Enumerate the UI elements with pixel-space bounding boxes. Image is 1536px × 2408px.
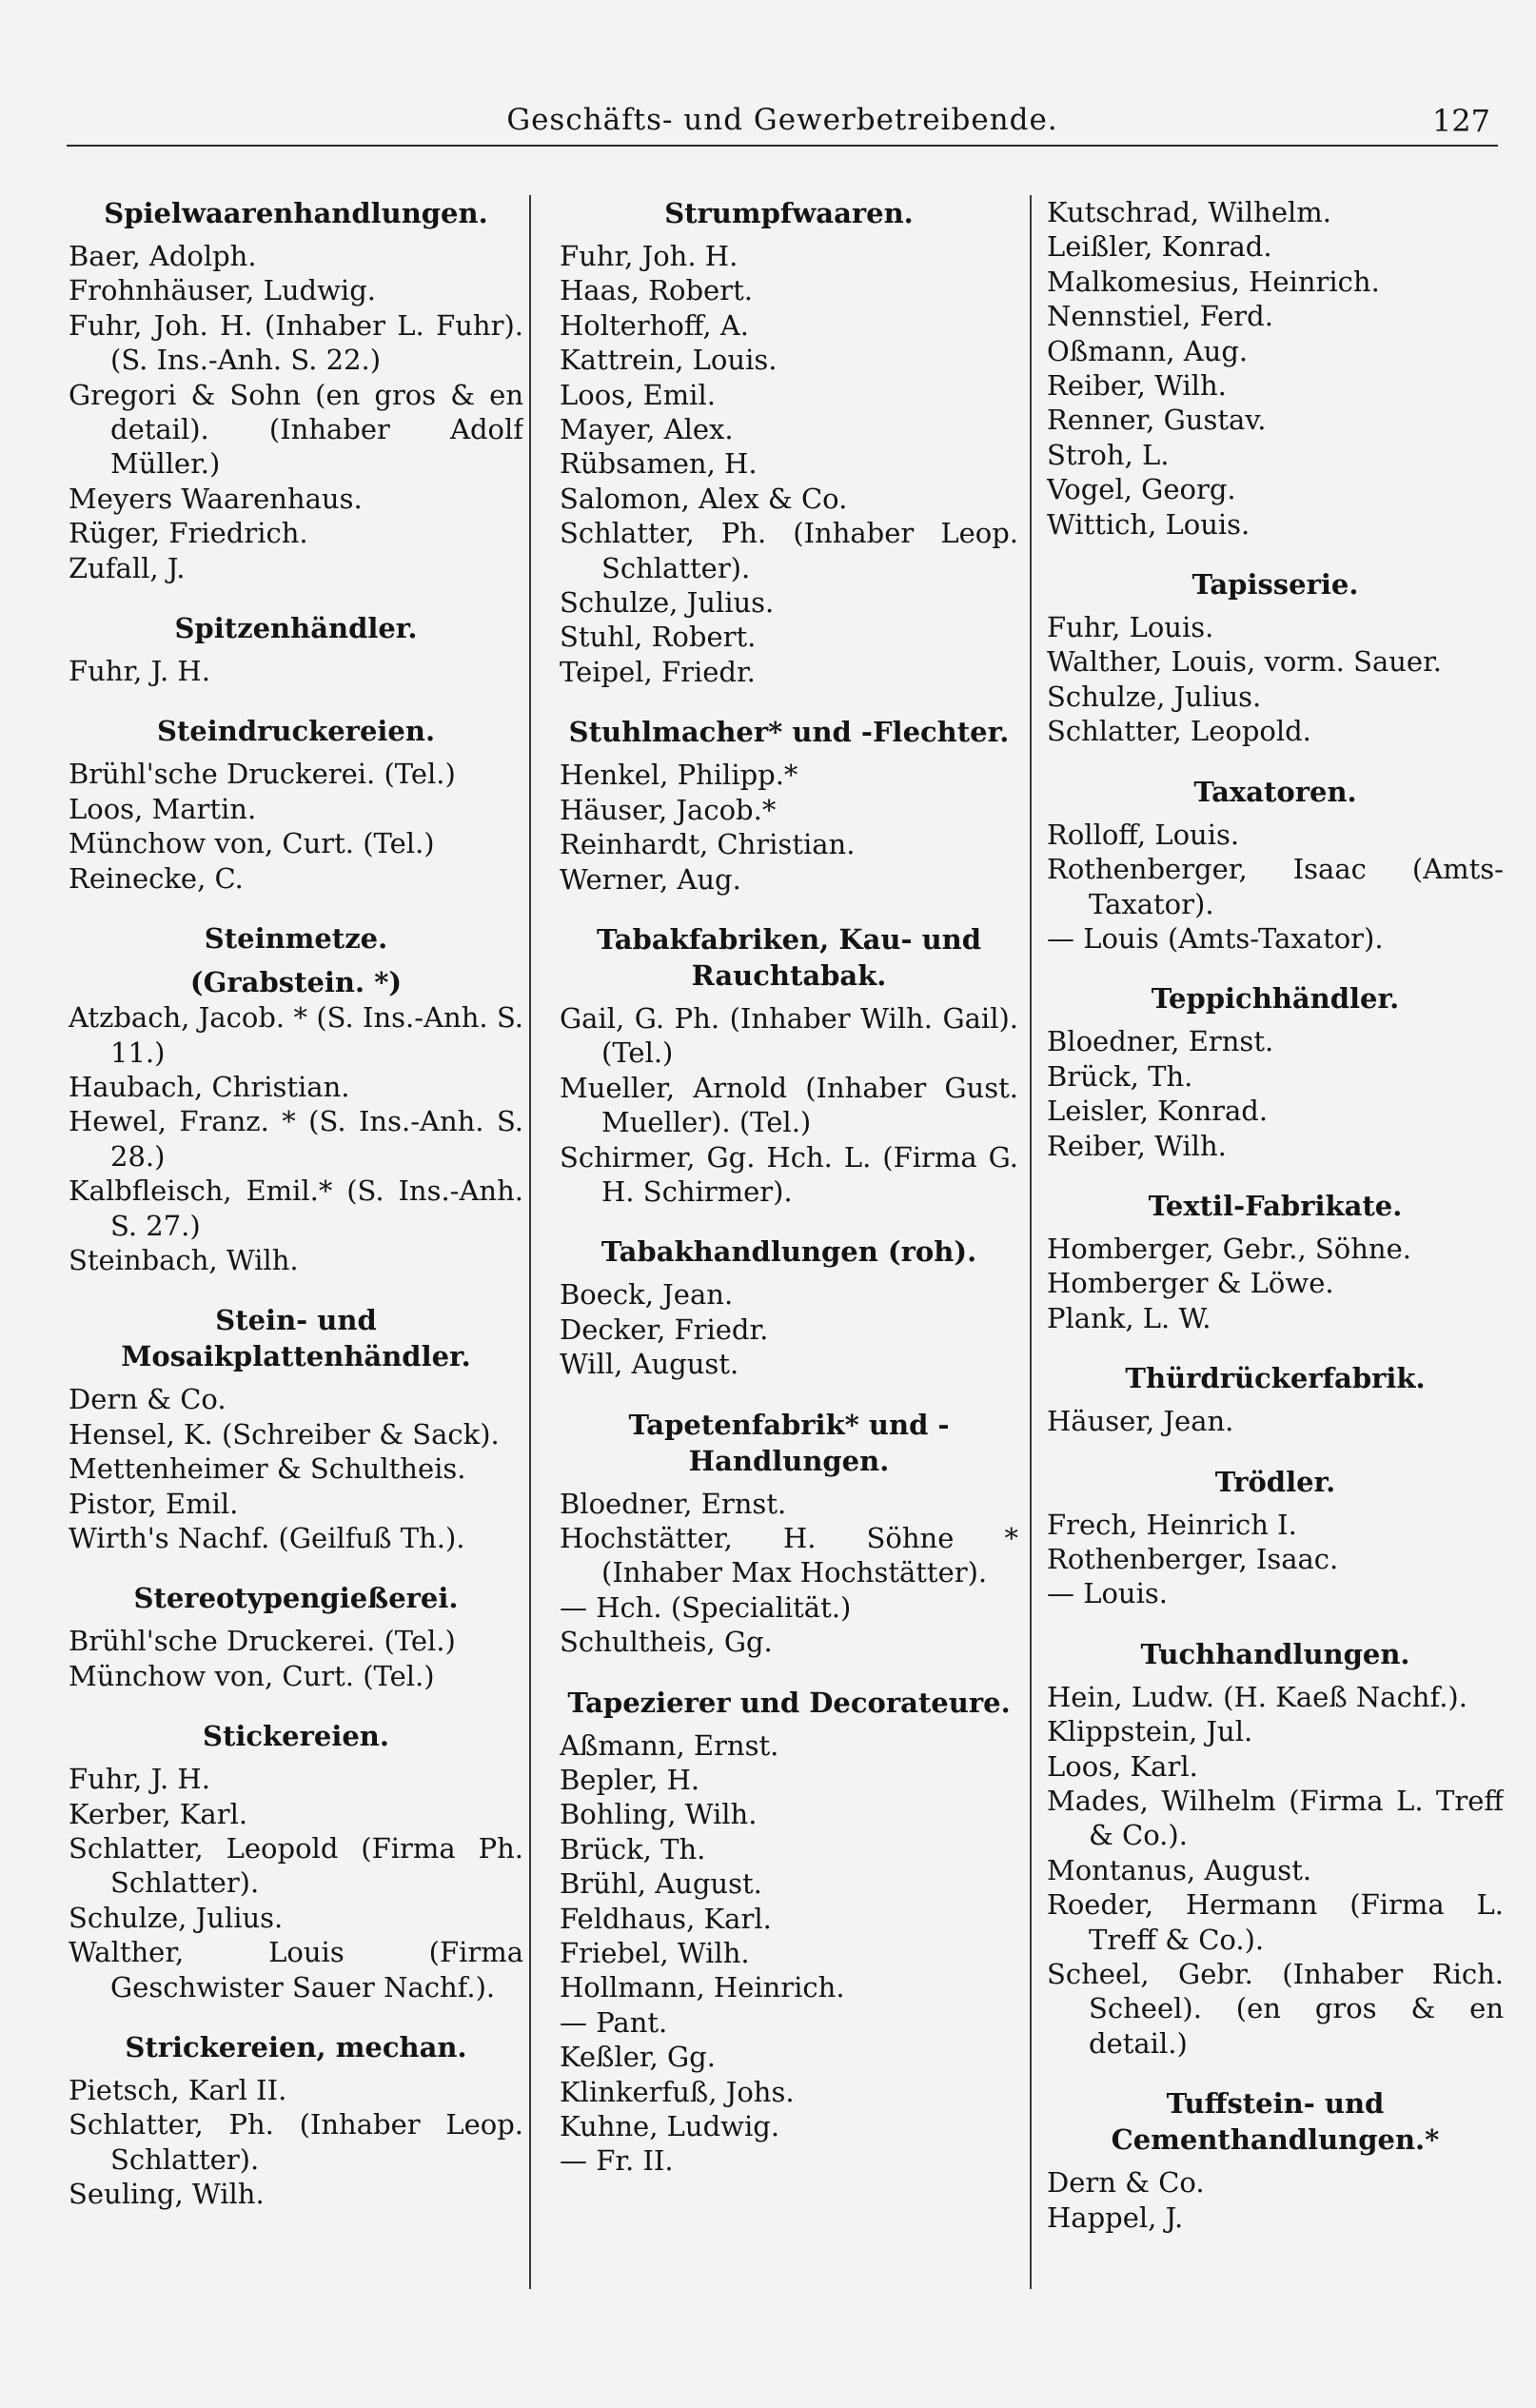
directory-entry: Plank, L. W.	[1047, 1301, 1211, 1334]
section-heading: Taxatoren.	[1193, 775, 1357, 808]
section-heading: Tapisserie.	[1191, 568, 1359, 602]
directory-entry: Hochstätter, H. Söhne * (Inhaber Max Hochstätter).	[560, 1521, 1018, 1589]
directory-entry: Schlatter, Leopold.	[1047, 715, 1311, 748]
directory-entry: — Louis.	[1047, 1577, 1168, 1610]
directory-entry: Mueller, Arnold (Inhaber Gust. Mueller). (Tel.)	[560, 1071, 1018, 1139]
directory-entry: Nennstiel, Ferd.	[1047, 300, 1273, 333]
directory-entry: Frohnhäuser, Ludwig.	[69, 274, 376, 307]
directory-entry: Gregori & Sohn (en gros & en detail). (Inhaber Adolf Müller.)	[69, 378, 523, 481]
directory-entry: Holterhoff, A.	[560, 308, 750, 342]
directory-section	[1047, 1636, 1504, 2061]
directory-section	[1047, 1360, 1504, 1438]
directory-entry: Münchow von, Curt. (Tel.)	[69, 827, 435, 860]
section-heading: Spielwaarenhandlungen.	[104, 197, 488, 229]
directory-entry: Rübsamen, H.	[560, 447, 758, 481]
directory-entry: Happel, J.	[1047, 2201, 1184, 2234]
directory-section	[69, 2029, 523, 2212]
directory-entry: Fuhr, Louis.	[1047, 611, 1214, 644]
directory-entry: Steinbach, Wilh.	[69, 1243, 299, 1276]
directory-entry: Hensel, K. (Schreiber & Sack).	[69, 1417, 500, 1451]
directory-entry: Häuser, Jean.	[1047, 1405, 1234, 1438]
directory-entry: Brühl'sche Druckerei. (Tel.)	[69, 1625, 456, 1658]
directory-entry: Kattrein, Louis.	[560, 344, 778, 377]
directory-entry: — Pant.	[560, 2005, 668, 2039]
directory-entry: Wirth's Nachf. (Geilfuß Th.).	[69, 1521, 465, 1554]
directory-entry: Stuhl, Robert.	[560, 621, 757, 654]
directory-entry: Seuling, Wilh.	[69, 2178, 265, 2211]
directory-entry: Loos, Emil.	[560, 378, 716, 411]
directory-entry: Roeder, Hermann (Firma L. Treff & Co.).	[1047, 1888, 1504, 1956]
page-number: 127	[1431, 103, 1490, 139]
directory-entry: Reinhardt, Christian.	[560, 828, 856, 861]
directory-section	[560, 195, 1018, 689]
directory-entry: Homberger & Löwe.	[1047, 1267, 1334, 1300]
section-heading: Tabakhandlungen (roh).	[601, 1235, 977, 1269]
directory-entry: Schlatter, Ph. (Inhaber Leop. Schlatter).	[69, 2108, 523, 2176]
directory-entry: Mades, Wilhelm (Firma L. Treff & Co.).	[1047, 1785, 1504, 1852]
directory-entry: Rothenberger, Isaac.	[1047, 1542, 1339, 1575]
section-heading: Stickereien.	[203, 1720, 389, 1753]
section-heading: Tapezierer und Decorateure.	[567, 1686, 1011, 1719]
directory-entry: Werner, Aug.	[560, 862, 741, 896]
directory-entry: Brück, Th.	[1047, 1059, 1193, 1093]
directory-entry: Fuhr, J. H.	[69, 655, 210, 688]
column-2	[560, 195, 1018, 2384]
directory-entry: Häuser, Jacob.*	[560, 793, 777, 826]
directory-entry: Brühl, August.	[560, 1867, 762, 1901]
directory-entry: — Fr. II.	[560, 2144, 674, 2178]
directory-entry: Dern & Co.	[1047, 2166, 1205, 2200]
directory-entry: Scheel, Gebr. (Inhaber Rich. Scheel). (en gros & en detail.)	[1047, 1958, 1504, 2060]
directory-entry: Vogel, Georg.	[1047, 473, 1236, 506]
directory-entry: Loos, Karl.	[1047, 1749, 1198, 1783]
directory-entry: Walther, Louis, vorm. Sauer.	[1047, 645, 1442, 679]
directory-entry: Pietsch, Karl II.	[69, 2074, 287, 2107]
directory-entry: Klinkerfuß, Johs.	[560, 2075, 795, 2108]
directory-entry: Schlatter, Leopold (Firma Ph. Schlatter).	[69, 1832, 523, 1900]
directory-entry: Hewel, Franz. * (S. Ins.-Anh. S. 28.)	[69, 1105, 523, 1173]
directory-entry: Leißler, Konrad.	[1047, 230, 1272, 264]
section-heading: Tapetenfabrik* und -Handlungen.	[628, 1408, 950, 1477]
directory-entry: Decker, Friedr.	[560, 1313, 769, 1346]
directory-entry: Oßmann, Aug.	[1047, 334, 1249, 367]
directory-entry: Gail, G. Ph. (Inhaber Wilh. Gail). (Tel.)	[560, 1001, 1018, 1070]
directory-entry: Kutschrad, Wilhelm.	[1047, 196, 1331, 228]
directory-entry: Bohling, Wilh.	[560, 1798, 758, 1831]
directory-entry: Klippstein, Jul.	[1047, 1715, 1253, 1748]
directory-entry: Loos, Martin.	[69, 792, 257, 825]
directory-entry: Brück, Th.	[560, 1832, 706, 1865]
directory-section	[560, 921, 1018, 1209]
column-3	[1047, 195, 1504, 2384]
directory-section	[69, 195, 523, 585]
directory-entry: Bepler, H.	[560, 1764, 700, 1796]
directory-entry: — Hch. (Specialität.)	[560, 1590, 852, 1624]
directory-entry: Reiber, Wilh.	[1047, 369, 1227, 403]
directory-entry: Münchow von, Curt. (Tel.)	[69, 1659, 435, 1692]
directory-entry: Feldhaus, Karl.	[560, 1902, 772, 1935]
section-heading: Spitzenhändler.	[174, 612, 418, 645]
directory-section	[1047, 195, 1504, 542]
directory-entry: Bloedner, Ernst.	[1047, 1025, 1274, 1058]
directory-entry: Fuhr, Joh. H. (Inhaber L. Fuhr). (S. Ins.-Anh. S. 22.)	[69, 308, 523, 377]
directory-entry: Schulze, Julius.	[560, 586, 775, 620]
directory-entry: Friebel, Wilh.	[560, 1937, 750, 1970]
directory-entry: Boeck, Jean.	[560, 1278, 734, 1312]
directory-entry: Malkomesius, Heinrich.	[1047, 265, 1380, 298]
directory-entry: Homberger, Gebr., Söhne.	[1047, 1232, 1411, 1265]
directory-entry: Reiber, Wilh.	[1047, 1129, 1227, 1162]
directory-entry: Henkel, Philipp.*	[560, 759, 798, 792]
directory-entry: Hein, Ludw. (H. Kaeß Nachf.).	[1047, 1680, 1467, 1713]
section-heading: Teppichhändler.	[1151, 982, 1400, 1016]
section-heading: Textil-Fabrikate.	[1148, 1189, 1403, 1222]
directory-section	[560, 1407, 1018, 1660]
directory-entry: Montanus, August.	[1047, 1853, 1312, 1886]
directory-entry: Fuhr, J. H.	[69, 1763, 210, 1796]
directory-section	[69, 1580, 523, 1693]
section-heading: Tuchhandlungen.	[1140, 1637, 1410, 1670]
directory-entry: Baer, Adolph.	[69, 240, 257, 272]
directory-entry: Rüger, Friedrich.	[69, 517, 308, 550]
directory-entry: Kuhne, Ludwig.	[560, 2110, 780, 2143]
running-header	[67, 103, 1498, 147]
directory-section	[1047, 774, 1504, 957]
column-divider	[529, 195, 531, 2289]
directory-entry: Zufall, J.	[69, 551, 186, 584]
directory-entry: Salomon, Alex & Co.	[560, 482, 848, 515]
directory-entry: — Louis (Amts-Taxator).	[1047, 921, 1384, 955]
directory-section	[560, 1685, 1018, 2179]
column-1	[69, 195, 523, 2384]
column-divider	[1030, 195, 1032, 2289]
directory-section	[1047, 980, 1504, 1163]
directory-section	[560, 714, 1018, 897]
directory-entry: Renner, Gustav.	[1047, 404, 1267, 437]
directory-section	[560, 1234, 1018, 1381]
directory-entry: Schlatter, Ph. (Inhaber Leop. Schlatter).	[560, 517, 1018, 584]
directory-section	[69, 1718, 523, 2004]
directory-entry: Pistor, Emil.	[69, 1487, 239, 1520]
directory-entry: Schirmer, Gg. Hch. L. (Firma G. H. Schirmer).	[560, 1140, 1018, 1208]
directory-entry: Haubach, Christian.	[69, 1070, 350, 1103]
directory-entry: Mayer, Alex.	[560, 413, 734, 446]
directory-entry: Schulze, Julius.	[1047, 680, 1262, 713]
section-heading: Stereotypengießerei.	[133, 1582, 459, 1615]
section-heading: Thürdrückerfabrik.	[1125, 1362, 1426, 1395]
directory-entry: Fuhr, Joh. H.	[560, 240, 738, 272]
directory-entry: Teipel, Friedr.	[560, 655, 756, 688]
directory-entry: Leisler, Konrad.	[1047, 1095, 1269, 1128]
directory-entry: Will, August.	[560, 1348, 739, 1381]
directory-section	[69, 610, 523, 688]
directory-entry: Meyers Waarenhaus.	[69, 482, 363, 515]
directory-entry: Reinecke, C.	[69, 861, 244, 895]
directory-entry: Stroh, L.	[1047, 438, 1170, 471]
directory-entry: Keßler, Gg.	[560, 2041, 716, 2074]
directory-entry: Hollmann, Heinrich.	[560, 1971, 845, 2004]
directory-entry: Bloedner, Ernst.	[560, 1487, 787, 1520]
directory-section	[1047, 1188, 1504, 1335]
directory-section	[69, 1302, 523, 1555]
section-heading: Steindruckereien.	[156, 715, 436, 748]
section-heading: Steinmetze.	[204, 922, 388, 956]
directory-entry: Brühl'sche Druckerei. (Tel.)	[69, 758, 456, 791]
directory-entry: Aßmann, Ernst.	[560, 1728, 779, 1762]
directory-entry: Wittich, Louis.	[1047, 507, 1250, 541]
directory-section	[69, 920, 523, 1277]
directory-entry: Kerber, Karl.	[69, 1797, 248, 1830]
section-heading: Strickereien, mechan.	[125, 2031, 467, 2064]
section-heading: Tuffstein- und Cementhandlungen.*	[1111, 2087, 1440, 2157]
section-heading: Trödler.	[1214, 1465, 1336, 1498]
directory-section	[1047, 2085, 1504, 2235]
directory-section	[1047, 1464, 1504, 1611]
directory-entry: Haas, Robert.	[560, 274, 753, 307]
directory-entry: Atzbach, Jacob. * (S. Ins.-Anh. S. 11.)	[69, 1001, 523, 1069]
directory-entry: Schulze, Julius.	[69, 1901, 284, 1934]
directory-section	[69, 713, 523, 896]
section-heading: Strumpfwaaren.	[664, 197, 914, 229]
directory-entry: Mettenheimer & Schultheis.	[69, 1452, 466, 1486]
running-title: Geschäfts- und Gewerbetreibende.	[506, 103, 1058, 137]
directory-entry: Walther, Louis (Firma Geschwister Sauer Nachf.).	[69, 1936, 523, 2003]
section-heading: Stuhlmacher* und -Flechter.	[568, 716, 1010, 749]
directory-entry: Dern & Co.	[69, 1383, 226, 1416]
section-heading: Stein- und Mosaikplattenhändler.	[121, 1304, 471, 1373]
section-subheading: (Grabstein. *)	[189, 966, 403, 999]
directory-section	[1047, 566, 1504, 749]
directory-entry: Frech, Heinrich I.	[1047, 1508, 1297, 1541]
directory-entry: Schultheis, Gg.	[560, 1626, 773, 1659]
directory-entry: Rolloff, Louis.	[1047, 818, 1240, 851]
directory-entry: Kalbfleisch, Emil.* (S. Ins.-Anh. S. 27.)	[69, 1174, 523, 1242]
section-heading: Tabakfabriken, Kau- und Rauchtabak.	[596, 922, 982, 992]
directory-entry: Rothenberger, Isaac (Amts-Taxator).	[1047, 853, 1504, 920]
